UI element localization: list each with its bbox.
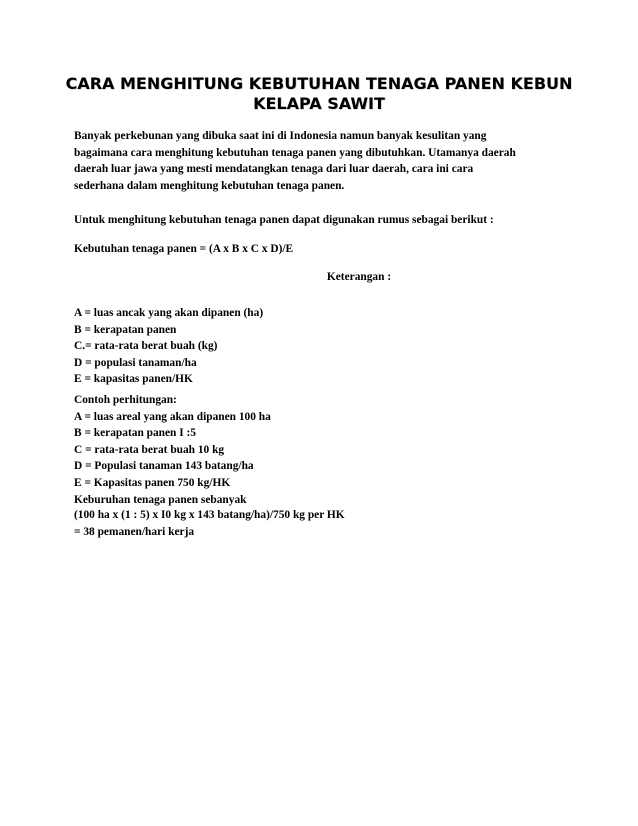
title-line-2: KELAPA SAWIT — [253, 94, 385, 113]
formula-text: Kebutuhan tenaga panen = (A x B x C x D)/E — [74, 243, 294, 255]
keterangan-label: Keterangan : — [326, 271, 392, 283]
contoh-item: A = luas areal yang akan dipanen 100 ha — [74, 410, 271, 423]
title-line-1: CARA MENGHITUNG KEBUTUHAN TENAGA PANEN KEBUN — [65, 74, 573, 93]
definition-item: C.= rata-rata berat buah (kg) — [74, 340, 218, 353]
definitions-list — [74, 305, 574, 388]
definition-item: B = kerapatan panen — [74, 323, 177, 336]
calculation — [74, 507, 574, 540]
rumus-intro — [74, 212, 574, 229]
calculation-result: = 38 pemanen/hari kerja — [74, 525, 195, 538]
contoh-item: E = Kapasitas panen 750 kg/HK — [74, 476, 231, 489]
calculation-line-1: (100 ha x (1 : 5) x I0 kg x 143 batang/ha)/750 kg per HK — [74, 509, 345, 521]
keterangan-heading — [74, 269, 564, 286]
contoh-item: D = Populasi tanaman 143 batang/ha — [74, 460, 254, 473]
formula — [74, 241, 574, 258]
contoh-item: B = kerapatan panen I :5 — [74, 427, 196, 440]
contoh-section — [74, 392, 574, 508]
document-title — [60, 74, 578, 114]
intro-line: bagaimana cara menghitung kebutuhan tenaga panen yang dibutuhkan. Utamanya daerah — [74, 146, 516, 159]
intro-paragraph — [74, 128, 574, 194]
contoh-heading: Contoh perhitungan: — [74, 394, 177, 406]
intro-line: daerah luar jawa yang mesti mendatangkan tenaga dari luar daerah, cara ini cara — [74, 163, 474, 176]
contoh-item: C = rata-rata berat buah 10 kg — [74, 443, 225, 456]
intro-line: sederhana dalam menghitung kebutuhan tenaga panen. — [74, 179, 345, 192]
intro-line: Banyak perkebunan yang dibuka saat ini di Indonesia namun banyak kesulitan yang — [74, 130, 487, 142]
definition-item: D = populasi tanaman/ha — [74, 356, 197, 369]
definition-item: A = luas ancak yang akan dipanen (ha) — [74, 307, 264, 319]
rumus-intro-text: Untuk menghitung kebutuhan tenaga panen dapat digunakan rumus sebagai berikut : — [74, 214, 494, 226]
definition-item: E = kapasitas panen/HK — [74, 373, 193, 386]
contoh-item: Keburuhan tenaga panen sebanyak — [74, 493, 247, 506]
